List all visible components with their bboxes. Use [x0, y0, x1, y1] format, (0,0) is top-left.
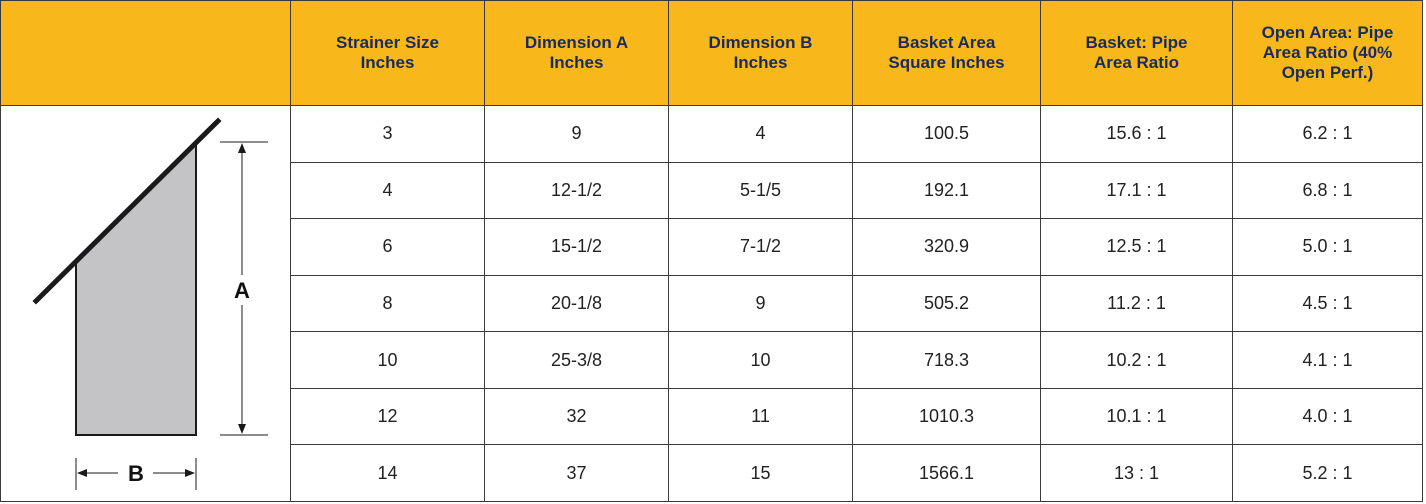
arrow-down-icon	[238, 424, 246, 434]
cell-strainer-size: 12	[291, 388, 485, 445]
cell-open-area-ratio: 4.1 : 1	[1233, 332, 1423, 389]
cell-basket-pipe-ratio: 13 : 1	[1041, 445, 1233, 502]
cell-strainer-size: 14	[291, 445, 485, 502]
cell-basket-area: 1566.1	[853, 445, 1041, 502]
cell-open-area-ratio: 4.5 : 1	[1233, 275, 1423, 332]
cell-basket-area: 718.3	[853, 332, 1041, 389]
header-strainer-size	[291, 1, 485, 106]
header-basket-pipe-ratio	[1041, 1, 1233, 106]
cell-open-area-ratio: 5.0 : 1	[1233, 219, 1423, 276]
cell-dimension-a: 20-1/8	[485, 275, 669, 332]
cell-dimension-b: 11	[669, 388, 853, 445]
cell-dimension-b: 15	[669, 445, 853, 502]
cell-dimension-b: 4	[669, 106, 853, 163]
cell-basket-pipe-ratio: 15.6 : 1	[1041, 106, 1233, 163]
cell-dimension-a: 9	[485, 106, 669, 163]
cell-open-area-ratio: 6.8 : 1	[1233, 162, 1423, 219]
cell-dimension-b: 9	[669, 275, 853, 332]
cell-basket-pipe-ratio: 12.5 : 1	[1041, 219, 1233, 276]
arrow-left-icon	[77, 469, 87, 477]
cell-strainer-size: 6	[291, 219, 485, 276]
header-label: Basket Area Square Inches	[888, 33, 1005, 72]
cell-dimension-b: 10	[669, 332, 853, 389]
cell-basket-area: 100.5	[853, 106, 1041, 163]
dimension-a-label: A	[234, 278, 250, 303]
arrow-right-icon	[185, 469, 195, 477]
table-header-row	[1, 1, 1423, 106]
header-empty-corner	[1, 1, 291, 106]
cell-dimension-a: 32	[485, 388, 669, 445]
cell-open-area-ratio: 4.0 : 1	[1233, 388, 1423, 445]
header-label: Dimension B Inches	[708, 33, 813, 72]
cell-dimension-a: 37	[485, 445, 669, 502]
header-label: Basket: Pipe Area Ratio	[1085, 33, 1188, 72]
basket-shape	[76, 144, 196, 435]
cell-strainer-size: 4	[291, 162, 485, 219]
cell-basket-area: 1010.3	[853, 388, 1041, 445]
cell-strainer-size: 8	[291, 275, 485, 332]
cell-basket-area: 505.2	[853, 275, 1041, 332]
cell-basket-pipe-ratio: 11.2 : 1	[1041, 275, 1233, 332]
cell-strainer-size: 10	[291, 332, 485, 389]
arrow-up-icon	[238, 143, 246, 153]
cell-dimension-a: 15-1/2	[485, 219, 669, 276]
header-label: Strainer Size Inches	[336, 33, 439, 72]
cell-dimension-b: 7-1/2	[669, 219, 853, 276]
cell-dimension-a: 25-3/8	[485, 332, 669, 389]
cell-basket-pipe-ratio: 17.1 : 1	[1041, 162, 1233, 219]
header-dimension-a	[485, 1, 669, 106]
cell-open-area-ratio: 6.2 : 1	[1233, 106, 1423, 163]
strainer-dimension-diagram	[0, 105, 288, 501]
cell-basket-area: 320.9	[853, 219, 1041, 276]
cell-strainer-size: 3	[291, 106, 485, 163]
header-basket-area	[853, 1, 1041, 106]
cell-dimension-b: 5-1/5	[669, 162, 853, 219]
cell-basket-pipe-ratio: 10.1 : 1	[1041, 388, 1233, 445]
header-open-area-ratio	[1233, 1, 1423, 106]
header-label: Open Area: Pipe Area Ratio (40% Open Perf.)	[1261, 23, 1394, 82]
header-dimension-b	[669, 1, 853, 106]
cell-basket-area: 192.1	[853, 162, 1041, 219]
cell-dimension-a: 12-1/2	[485, 162, 669, 219]
cell-open-area-ratio: 5.2 : 1	[1233, 445, 1423, 502]
dimension-b-label: B	[128, 461, 144, 486]
header-label: Dimension A Inches	[524, 33, 629, 72]
cell-basket-pipe-ratio: 10.2 : 1	[1041, 332, 1233, 389]
